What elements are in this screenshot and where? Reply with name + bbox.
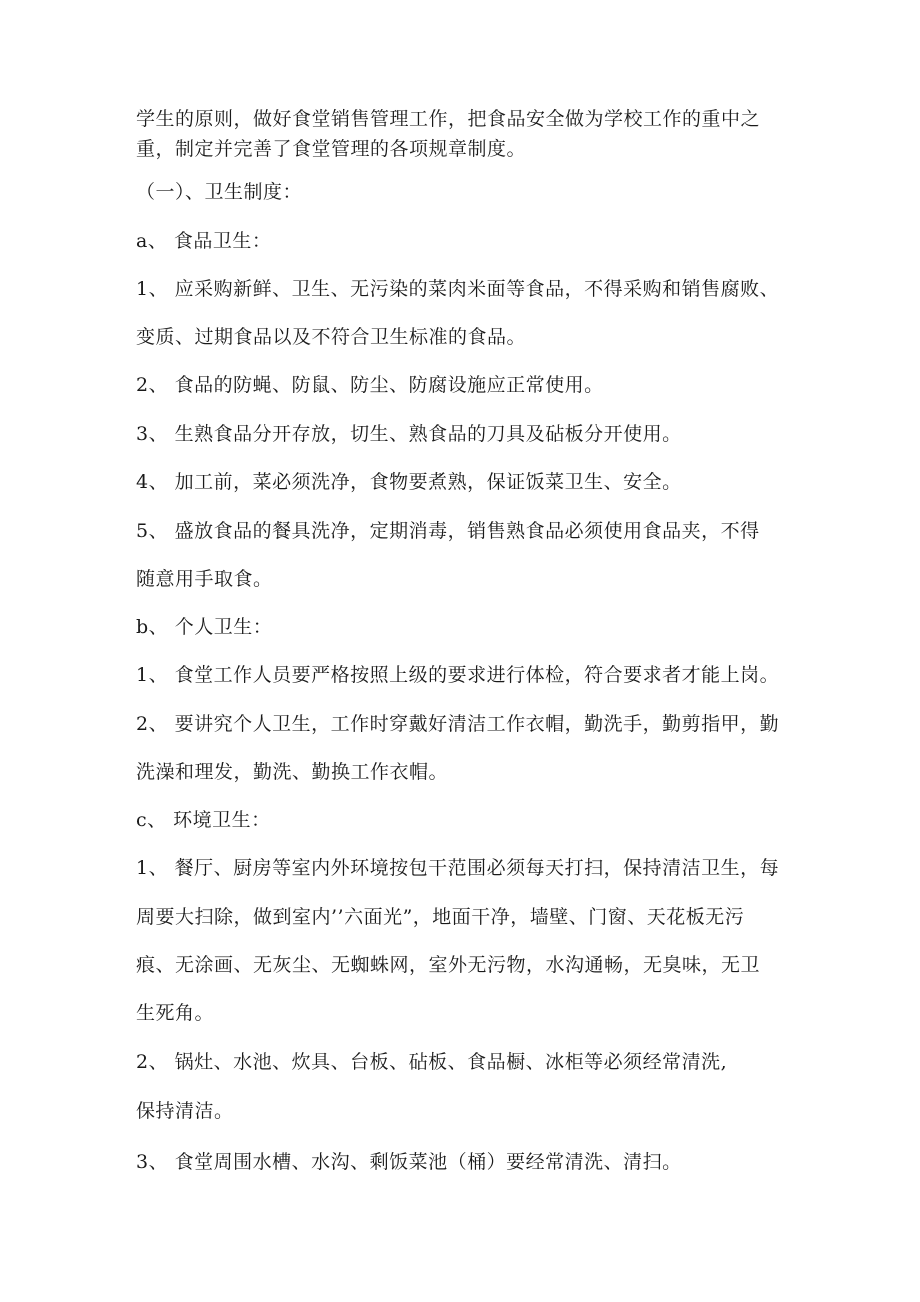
list-item: 3、 食堂周围水槽、水沟、剩饭菜池（桶）要经常清洗、清扫。 xyxy=(136,1151,682,1173)
list-item: 2、 食品的防蝇、防鼠、防尘、防腐设施应正常使用。 xyxy=(136,374,604,396)
list-item-continuation: 周要大扫除，做到室内’’六面光”，地面干净，墙壁、门窗、天花板无污 xyxy=(136,906,745,928)
paragraph-line: 学生的原则，做好食堂销售管理工作，把食品安全做为学校工作的重中之 xyxy=(136,108,761,130)
list-item-continuation: 洗澡和理发，勤洗、勤换工作衣帽。 xyxy=(136,761,449,783)
subsection-heading-environmental-hygiene: c、 环境卫生： xyxy=(136,809,271,831)
list-item: 1、 餐厅、厨房等室内外环境按包干范围必须每天打扫，保持清洁卫生，每 xyxy=(136,857,780,879)
subsection-heading-personal-hygiene: b、 个人卫生： xyxy=(136,616,273,638)
subsection-heading-food-hygiene: a、 食品卫生： xyxy=(136,230,272,252)
list-item: 2、 锅灶、水池、炊具、台板、砧板、食品橱、冰柜等必须经常清洗, xyxy=(136,1051,728,1073)
list-item-continuation: 痕、无涂画、无灰尘、无蜘蛛网，室外无污物，水沟通畅，无臭味，无卫 xyxy=(136,954,761,976)
list-item: 4、 加工前，菜必须洗净，食物要煮熟，保证饭菜卫生、安全。 xyxy=(136,471,682,493)
list-item-continuation: 保持清洁。 xyxy=(136,1100,234,1122)
section-heading-hygiene-system: （一）、卫生制度： xyxy=(136,181,303,203)
list-item: 1、 应采购新鲜、卫生、无污染的菜肉米面等食品，不得采购和销售腐败、 xyxy=(136,278,780,300)
paragraph-line: 重，制定并完善了食堂管理的各项规章制度。 xyxy=(136,138,527,160)
list-item: 5、 盛放食品的餐具洗净，定期消毒，销售熟食品必须使用食品夹，不得 xyxy=(136,520,760,542)
list-item-continuation: 随意用手取食。 xyxy=(136,568,273,590)
list-item-continuation: 生死角。 xyxy=(136,1002,215,1024)
list-item: 2、 要讲究个人卫生，工作时穿戴好清洁工作衣帽，勤洗手，勤剪指甲，勤 xyxy=(136,713,780,735)
list-item: 3、 生熟食品分开存放，切生、熟食品的刀具及砧板分开使用。 xyxy=(136,423,682,445)
list-item-continuation: 变质、过期食品以及不符合卫生标准的食品。 xyxy=(136,326,527,348)
list-item: 1、 食堂工作人员要严格按照上级的要求进行体检，符合要求者才能上岗。 xyxy=(136,664,780,686)
